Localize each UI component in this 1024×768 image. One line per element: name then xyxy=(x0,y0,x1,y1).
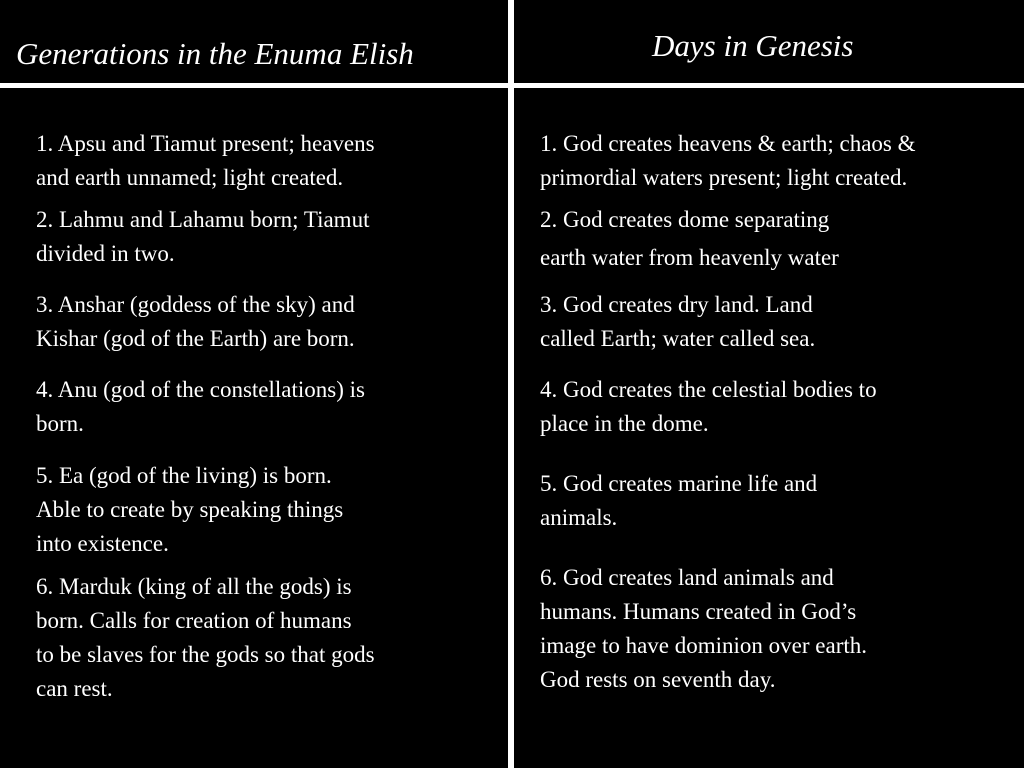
left-entry-2: 2. Lahmu and Lahamu born; Tiamut divided in two. xyxy=(36,207,370,266)
left-entry-5: 5. Ea (god of the living) is born. Able to create by speaking things into existence. xyxy=(36,463,344,556)
right-column-title: Days in Genesis xyxy=(652,28,854,63)
right-entry-2: 2. God creates dome separating earth water from heavenly water xyxy=(540,207,839,270)
right-entry-5: 5. God creates marine life and animals. xyxy=(540,471,818,530)
vertical-divider xyxy=(508,0,514,768)
right-entry-4: 4. God creates the celestial bodies to place in the dome. xyxy=(540,377,877,436)
right-entry-1: 1. God creates heavens & earth; chaos & primordial waters present; light created. xyxy=(540,131,916,190)
left-entry-3: 3. Anshar (goddess of the sky) and Kishar (god of the Earth) are born. xyxy=(36,292,355,351)
left-entry-1: 1. Apsu and Tiamut present; heavens and earth unnamed; light created. xyxy=(36,131,375,190)
right-entry-3: 3. God creates dry land. Land called Earth; water called sea. xyxy=(540,292,816,351)
left-entry-6: 6. Marduk (king of all the gods) is born. Calls for creation of humans to be slaves for the gods so that gods can rest. xyxy=(36,574,375,701)
right-entry-6: 6. God creates land animals and humans. Humans created in God’s image to have dominion over earth. God rests on seventh day. xyxy=(540,565,868,692)
left-entry-4: 4. Anu (god of the constellations) is born. xyxy=(36,377,365,436)
left-column-title: Generations in the Enuma Elish xyxy=(16,36,414,71)
horizontal-divider xyxy=(0,83,1024,88)
